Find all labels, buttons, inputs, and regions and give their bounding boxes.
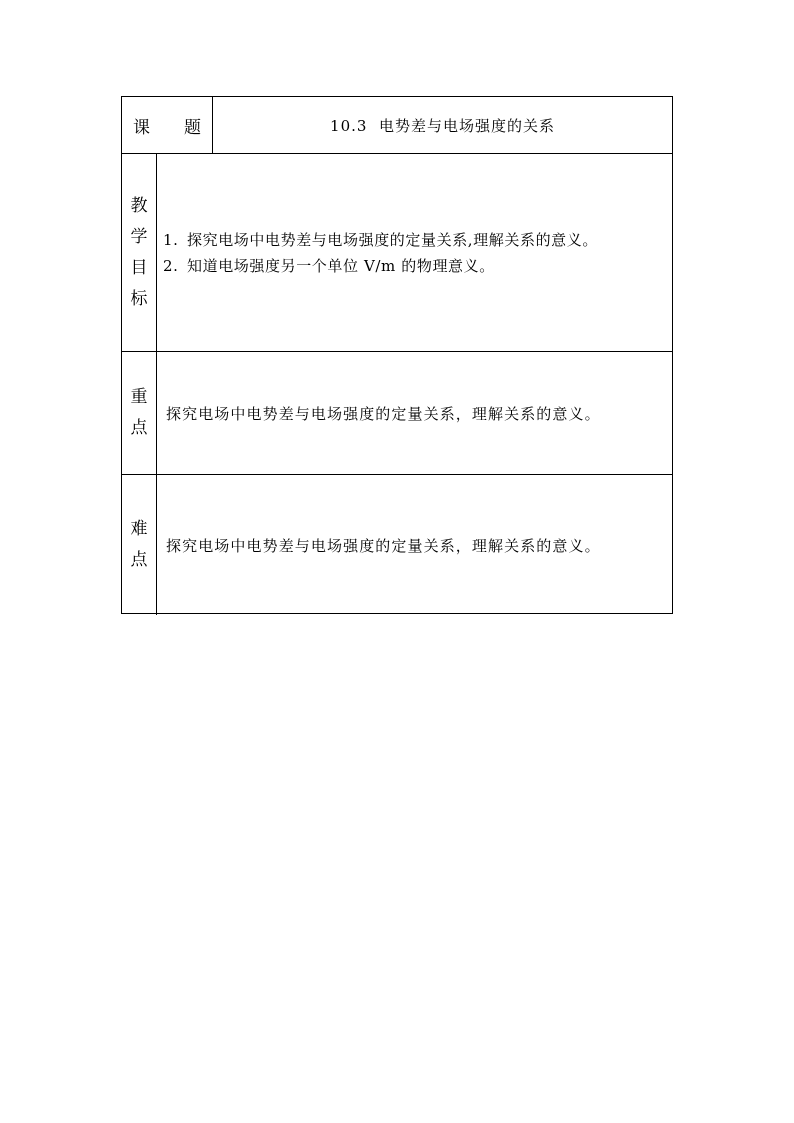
difficulties-row [122,475,672,615]
lesson-title: 10.3 电势差与电场强度的关系 [330,116,555,135]
objective-number: 2. [163,256,179,275]
key-points-label-cell [122,352,157,474]
difficulties-label-cell [122,475,157,615]
key-points-content-cell [157,352,672,474]
key-points-label-char-2: 点 [130,418,148,438]
key-points-text: 探究电场中电势差与电场强度的定量关系，理解关系的意义。 [166,404,601,423]
key-points-label-char-1: 重 [130,387,148,407]
title-row [122,97,672,154]
objective-item [163,253,495,279]
objectives-label-char-1: 教 [130,195,148,216]
title-label-char-2: 题 [184,117,201,138]
title-label-char-1: 课 [133,117,150,138]
objectives-label-char-4: 标 [130,288,148,309]
objective-text: 探究电场中电势差与电场强度的定量关系,理解关系的意义。 [187,230,598,249]
difficulties-label-char-1: 难 [130,519,148,539]
objectives-label-char-3: 目 [130,257,148,278]
title-value-cell [213,97,672,153]
lesson-plan-table [121,96,673,614]
objectives-row [122,154,672,352]
objective-item [163,227,598,253]
difficulties-text: 探究电场中电势差与电场强度的定量关系，理解关系的意义。 [166,536,601,555]
objectives-label-cell [122,154,157,351]
difficulties-label-char-2: 点 [130,550,148,570]
objective-number: 1. [163,230,179,249]
objectives-content-cell [157,154,672,351]
key-points-row [122,352,672,475]
objectives-label-char-2: 学 [130,226,148,247]
difficulties-content-cell [157,475,672,615]
objective-text: 知道电场强度另一个单位 V/m 的物理意义。 [187,256,495,275]
title-label-cell [122,97,213,153]
